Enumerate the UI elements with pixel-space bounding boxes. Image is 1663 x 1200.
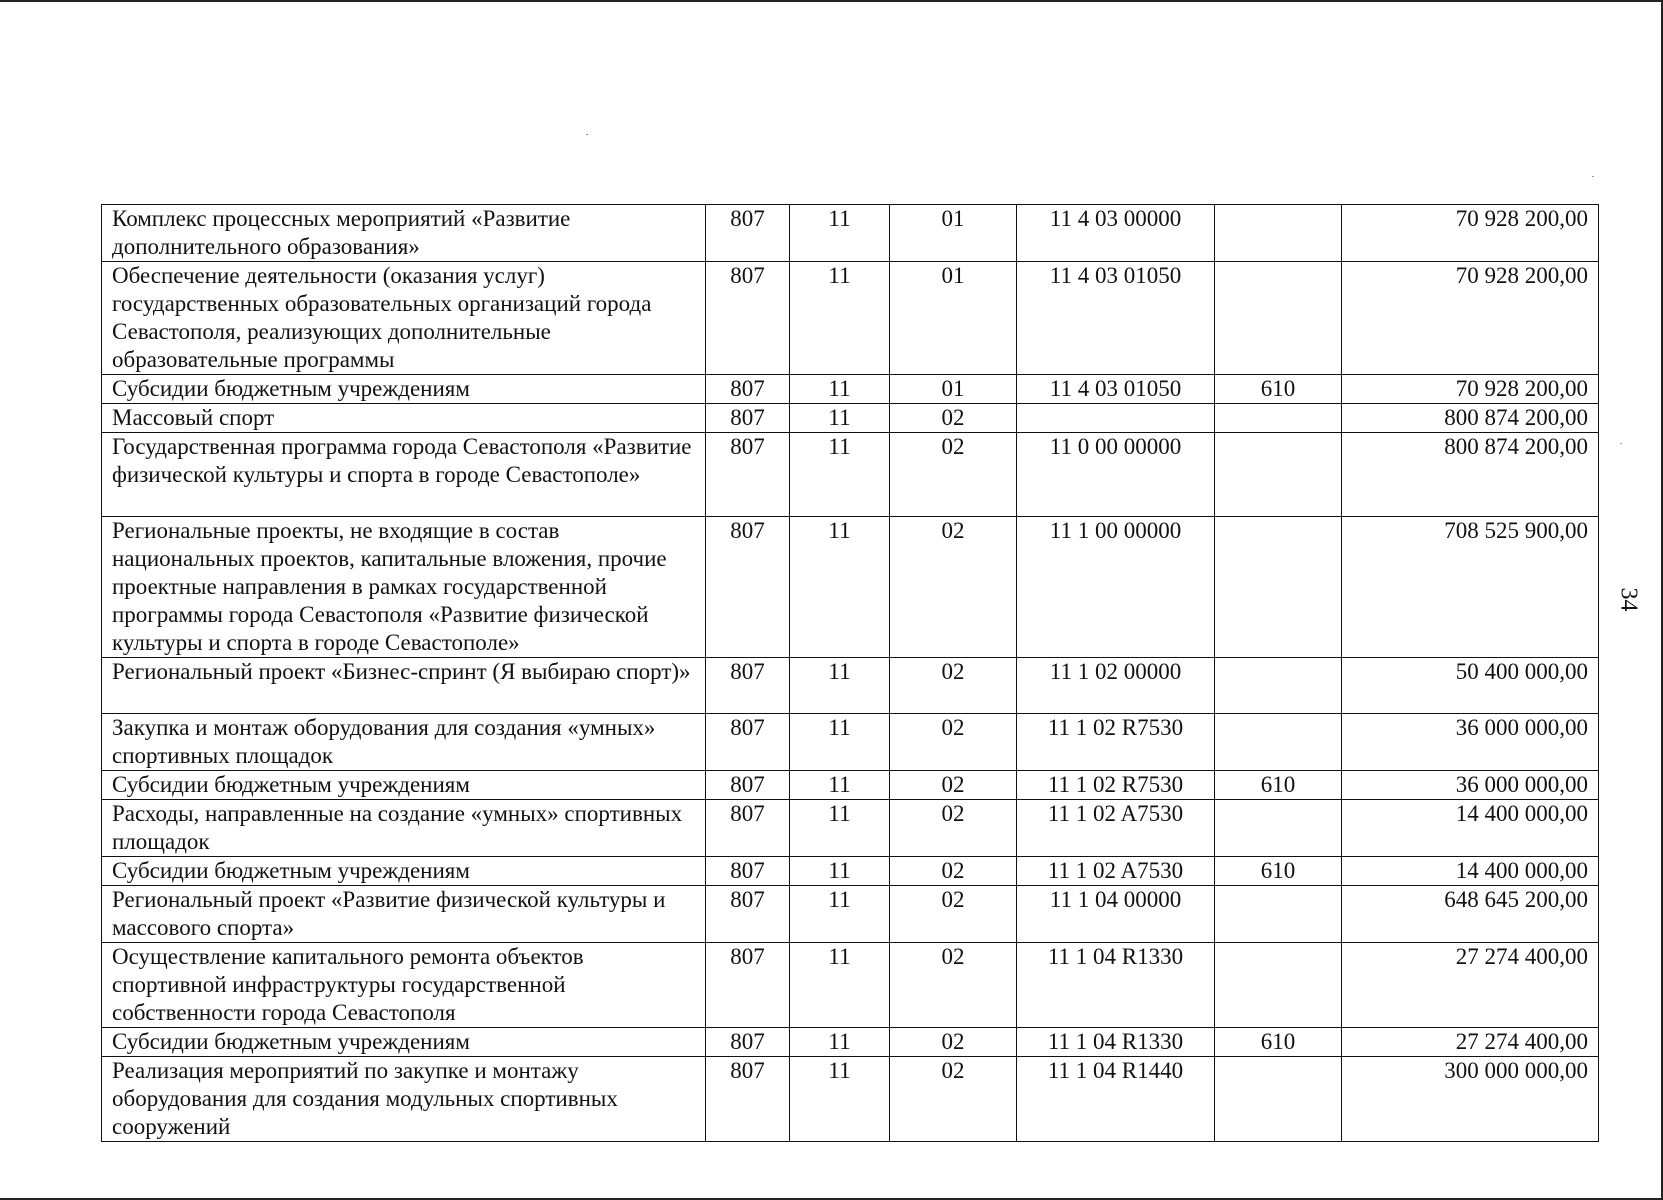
- expense-name-cell: Региональный проект «Бизнес-спринт (Я выбираю спорт)»: [102, 658, 706, 714]
- expense-type-cell: [1215, 658, 1342, 714]
- table-row: [102, 886, 1599, 943]
- department-code-cell: 807: [706, 262, 790, 375]
- amount-cell: 36 000 000,00: [1342, 771, 1599, 800]
- table-body: [102, 205, 1599, 1142]
- subsection-code-cell: 02: [890, 714, 1017, 771]
- amount-cell: 27 274 400,00: [1342, 1028, 1599, 1057]
- target-article-cell: 11 1 04 00000: [1017, 886, 1215, 943]
- amount-cell: 27 274 400,00: [1342, 943, 1599, 1028]
- department-code-cell: 807: [706, 857, 790, 886]
- section-code-cell: 11: [790, 433, 890, 517]
- expense-type-cell: [1215, 205, 1342, 262]
- subsection-code-cell: 01: [890, 262, 1017, 375]
- target-article-cell: 11 1 00 00000: [1017, 517, 1215, 658]
- amount-cell: 50 400 000,00: [1342, 658, 1599, 714]
- target-article-cell: 11 1 04 R1330: [1017, 943, 1215, 1028]
- expense-name-cell: Реализация мероприятий по закупке и монтажу оборудования для создания модульных спортивных сооружений: [102, 1057, 706, 1142]
- expense-name-cell: Субсидии бюджетным учреждениям: [102, 857, 706, 886]
- section-code-cell: 11: [790, 658, 890, 714]
- amount-cell: 708 525 900,00: [1342, 517, 1599, 658]
- subsection-code-cell: 02: [890, 433, 1017, 517]
- subsection-code-cell: 02: [890, 1028, 1017, 1057]
- amount-cell: 70 928 200,00: [1342, 262, 1599, 375]
- department-code-cell: 807: [706, 404, 790, 433]
- expense-type-cell: [1215, 943, 1342, 1028]
- target-article-cell: 11 1 04 R1330: [1017, 1028, 1215, 1057]
- section-code-cell: 11: [790, 262, 890, 375]
- department-code-cell: 807: [706, 375, 790, 404]
- expense-name-cell: Комплекс процессных мероприятий «Развитие дополнительного образования»: [102, 205, 706, 262]
- table-row: [102, 857, 1599, 886]
- department-code-cell: 807: [706, 658, 790, 714]
- section-code-cell: 11: [790, 714, 890, 771]
- expense-type-cell: [1215, 1057, 1342, 1142]
- expense-type-cell: 610: [1215, 857, 1342, 886]
- table-row: [102, 771, 1599, 800]
- table-row: [102, 658, 1599, 714]
- expense-type-cell: [1215, 433, 1342, 517]
- section-code-cell: 11: [790, 943, 890, 1028]
- target-article-cell: 11 1 02 R7530: [1017, 771, 1215, 800]
- table-row: [102, 714, 1599, 771]
- expense-type-cell: [1215, 404, 1342, 433]
- expense-type-cell: [1215, 262, 1342, 375]
- expense-name-cell: Осуществление капитального ремонта объектов спортивной инфраструктуры государственной собственности города Севастополя: [102, 943, 706, 1028]
- subsection-code-cell: 02: [890, 857, 1017, 886]
- expense-name-cell: Массовый спорт: [102, 404, 706, 433]
- target-article-cell: 11 1 04 R1440: [1017, 1057, 1215, 1142]
- table-row: [102, 517, 1599, 658]
- subsection-code-cell: 01: [890, 205, 1017, 262]
- budget-table: [101, 204, 1599, 1142]
- target-article-cell: 11 4 03 01050: [1017, 262, 1215, 375]
- table-row: [102, 205, 1599, 262]
- section-code-cell: 11: [790, 375, 890, 404]
- subsection-code-cell: 02: [890, 886, 1017, 943]
- amount-cell: 800 874 200,00: [1342, 404, 1599, 433]
- target-article-cell: 11 4 03 01050: [1017, 375, 1215, 404]
- expense-type-cell: 610: [1215, 1028, 1342, 1057]
- department-code-cell: 807: [706, 205, 790, 262]
- expense-name-cell: Субсидии бюджетным учреждениям: [102, 375, 706, 404]
- department-code-cell: 807: [706, 517, 790, 658]
- subsection-code-cell: 02: [890, 800, 1017, 857]
- table-row: [102, 800, 1599, 857]
- subsection-code-cell: 01: [890, 375, 1017, 404]
- amount-cell: 36 000 000,00: [1342, 714, 1599, 771]
- subsection-code-cell: 02: [890, 658, 1017, 714]
- scan-speck: [1620, 443, 1622, 444]
- section-code-cell: 11: [790, 1057, 890, 1142]
- expense-type-cell: 610: [1215, 771, 1342, 800]
- section-code-cell: 11: [790, 771, 890, 800]
- subsection-code-cell: 02: [890, 943, 1017, 1028]
- table-row: [102, 1028, 1599, 1057]
- section-code-cell: 11: [790, 800, 890, 857]
- expense-type-cell: 610: [1215, 375, 1342, 404]
- target-article-cell: 11 4 03 00000: [1017, 205, 1215, 262]
- target-article-cell: 11 1 02 00000: [1017, 658, 1215, 714]
- department-code-cell: 807: [706, 1028, 790, 1057]
- scan-speck: [1592, 176, 1594, 177]
- expense-name-cell: Обеспечение деятельности (оказания услуг) государственных образовательных организаций города Севастополя, реализующих дополнительные образовательные программы: [102, 262, 706, 375]
- subsection-code-cell: 02: [890, 404, 1017, 433]
- target-article-cell: 11 0 00 00000: [1017, 433, 1215, 517]
- target-article-cell: 11 1 02 A7530: [1017, 857, 1215, 886]
- table-row: [102, 404, 1599, 433]
- table-row: [102, 262, 1599, 375]
- section-code-cell: 11: [790, 886, 890, 943]
- expense-name-cell: Субсидии бюджетным учреждениям: [102, 1028, 706, 1057]
- expense-type-cell: [1215, 517, 1342, 658]
- expense-name-cell: Расходы, направленные на создание «умных» спортивных площадок: [102, 800, 706, 857]
- table-row: [102, 1057, 1599, 1142]
- table-row: [102, 943, 1599, 1028]
- section-code-cell: 11: [790, 404, 890, 433]
- amount-cell: 648 645 200,00: [1342, 886, 1599, 943]
- department-code-cell: 807: [706, 433, 790, 517]
- department-code-cell: 807: [706, 714, 790, 771]
- section-code-cell: 11: [790, 857, 890, 886]
- table-row: [102, 433, 1599, 517]
- expense-type-cell: [1215, 800, 1342, 857]
- expense-name-cell: Региональные проекты, не входящие в состав национальных проектов, капитальные вложения, прочие проектные направления в рамках государственной программы города Севастополя «Развитие физической культуры и спорта в городе Севастополе»: [102, 517, 706, 658]
- amount-cell: 70 928 200,00: [1342, 205, 1599, 262]
- subsection-code-cell: 02: [890, 771, 1017, 800]
- amount-cell: 300 000 000,00: [1342, 1057, 1599, 1142]
- amount-cell: 800 874 200,00: [1342, 433, 1599, 517]
- section-code-cell: 11: [790, 517, 890, 658]
- department-code-cell: 807: [706, 800, 790, 857]
- target-article-cell: 11 1 02 A7530: [1017, 800, 1215, 857]
- expense-type-cell: [1215, 886, 1342, 943]
- department-code-cell: 807: [706, 771, 790, 800]
- table-row: [102, 375, 1599, 404]
- subsection-code-cell: 02: [890, 1057, 1017, 1142]
- expense-name-cell: Субсидии бюджетным учреждениям: [102, 771, 706, 800]
- expense-type-cell: [1215, 714, 1342, 771]
- department-code-cell: 807: [706, 943, 790, 1028]
- target-article-cell: 11 1 02 R7530: [1017, 714, 1215, 771]
- page-number: 34: [1615, 587, 1642, 612]
- subsection-code-cell: 02: [890, 517, 1017, 658]
- expense-name-cell: Закупка и монтаж оборудования для создания «умных» спортивных площадок: [102, 714, 706, 771]
- expense-name-cell: Региональный проект «Развитие физической культуры и массового спорта»: [102, 886, 706, 943]
- department-code-cell: 807: [706, 1057, 790, 1142]
- section-code-cell: 11: [790, 1028, 890, 1057]
- expense-name-cell: Государственная программа города Севастополя «Развитие физической культуры и спорта в городе Севастополе»: [102, 433, 706, 517]
- section-code-cell: 11: [790, 205, 890, 262]
- amount-cell: 14 400 000,00: [1342, 800, 1599, 857]
- scan-speck: [586, 134, 588, 135]
- department-code-cell: 807: [706, 886, 790, 943]
- amount-cell: 70 928 200,00: [1342, 375, 1599, 404]
- target-article-cell: [1017, 404, 1215, 433]
- amount-cell: 14 400 000,00: [1342, 857, 1599, 886]
